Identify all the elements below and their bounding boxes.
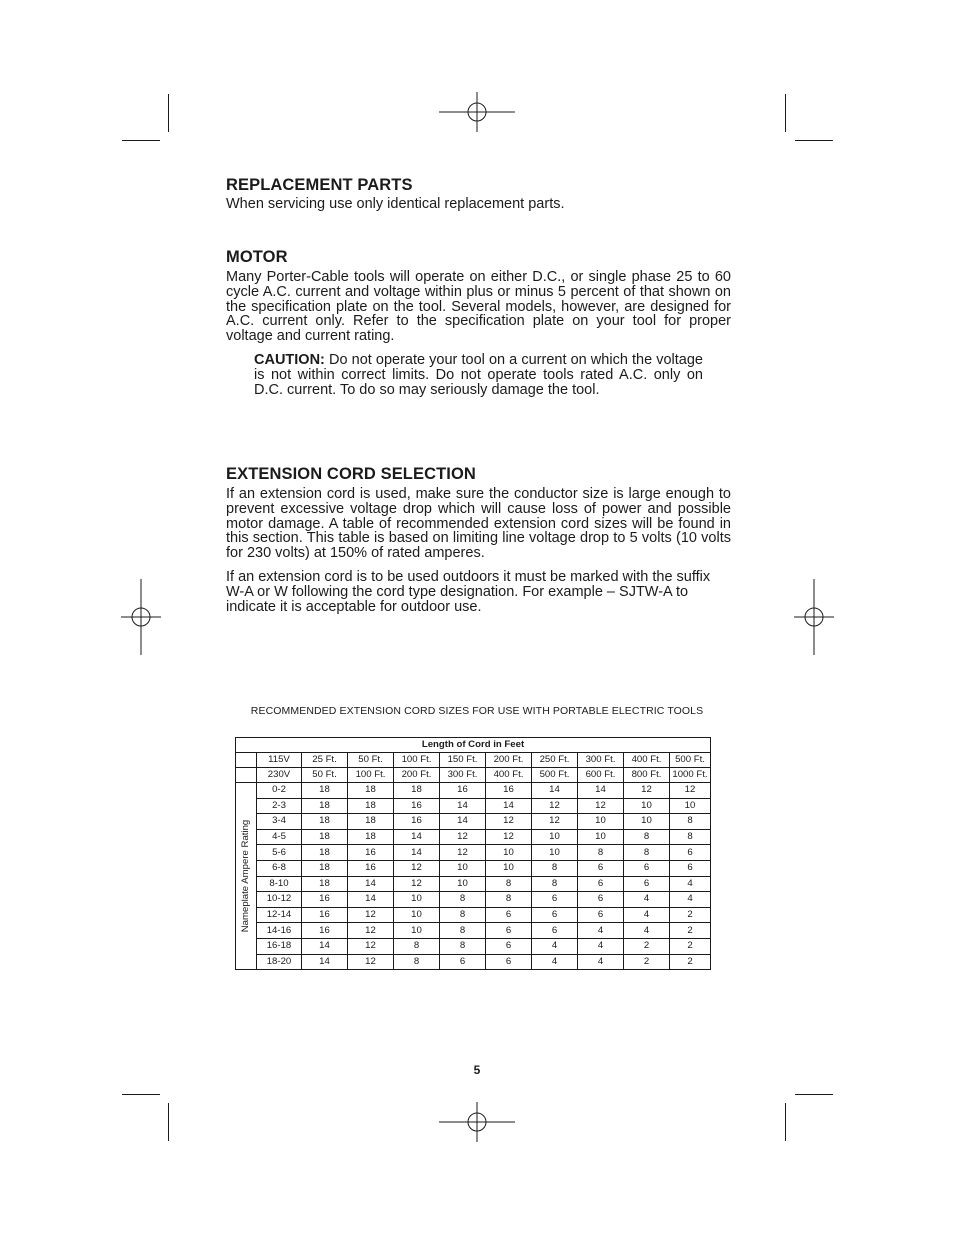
gauge-cell: 8 — [440, 938, 486, 954]
registration-mark-icon — [439, 74, 515, 150]
gauge-cell: 18 — [348, 814, 394, 830]
gauge-cell: 12 — [394, 876, 440, 892]
gauge-cell: 6 — [532, 923, 578, 939]
gauge-cell: 10 — [440, 860, 486, 876]
table-row — [236, 938, 711, 954]
gauge-cell: 6 — [670, 845, 711, 861]
gauge-cell: 8 — [624, 829, 670, 845]
crop-mark — [122, 1094, 160, 1095]
gauge-cell: 8 — [394, 938, 440, 954]
gauge-cell: 14 — [348, 892, 394, 908]
gauge-cell: 4 — [532, 954, 578, 970]
gauge-cell: 12 — [532, 814, 578, 830]
length-cell: 50 Ft. — [348, 753, 394, 768]
gauge-cell: 16 — [394, 798, 440, 814]
gauge-cell: 2 — [624, 954, 670, 970]
gauge-cell: 4 — [624, 892, 670, 908]
length-cell: 200 Ft. — [486, 753, 532, 768]
ampere-range-cell: 10-12 — [257, 892, 302, 908]
gauge-cell: 14 — [578, 783, 624, 799]
ampere-range-cell: 18-20 — [257, 954, 302, 970]
gauge-cell: 6 — [486, 923, 532, 939]
ampere-range-cell: 5-6 — [257, 845, 302, 861]
length-cell: 50 Ft. — [302, 768, 348, 783]
gauge-cell: 12 — [532, 798, 578, 814]
table-spacer-cell — [236, 753, 257, 768]
gauge-cell: 14 — [302, 938, 348, 954]
gauge-cell: 18 — [302, 829, 348, 845]
crop-mark — [785, 94, 786, 132]
gauge-cell: 12 — [440, 845, 486, 861]
gauge-cell: 12 — [578, 798, 624, 814]
caution-note — [254, 353, 703, 397]
crop-mark — [795, 140, 833, 141]
gauge-cell: 16 — [302, 892, 348, 908]
gauge-cell: 8 — [624, 845, 670, 861]
gauge-cell: 8 — [440, 923, 486, 939]
gauge-cell: 18 — [302, 860, 348, 876]
gauge-cell: 2 — [670, 938, 711, 954]
gauge-cell: 16 — [348, 860, 394, 876]
gauge-cell: 10 — [532, 845, 578, 861]
gauge-cell: 8 — [670, 814, 711, 830]
gauge-cell: 4 — [624, 923, 670, 939]
ampere-range-cell: 16-18 — [257, 938, 302, 954]
gauge-cell: 18 — [302, 814, 348, 830]
gauge-cell: 12 — [348, 954, 394, 970]
gauge-cell: 4 — [532, 938, 578, 954]
gauge-cell: 12 — [394, 860, 440, 876]
table-row — [236, 876, 711, 892]
gauge-cell: 10 — [624, 814, 670, 830]
gauge-cell: 18 — [302, 876, 348, 892]
length-cell: 500 Ft. — [532, 768, 578, 783]
gauge-cell: 10 — [394, 892, 440, 908]
table-row — [236, 892, 711, 908]
table-row — [236, 829, 711, 845]
registration-mark-icon — [776, 579, 852, 655]
gauge-cell: 8 — [486, 876, 532, 892]
gauge-cell: 18 — [348, 798, 394, 814]
length-cell: 200 Ft. — [394, 768, 440, 783]
gauge-cell: 16 — [394, 814, 440, 830]
ampere-range-cell: 8-10 — [257, 876, 302, 892]
gauge-cell: 8 — [578, 845, 624, 861]
gauge-cell: 4 — [578, 923, 624, 939]
gauge-cell: 14 — [486, 798, 532, 814]
gauge-cell: 4 — [578, 938, 624, 954]
crop-mark — [795, 1094, 833, 1095]
length-cell: 300 Ft. — [578, 753, 624, 768]
gauge-cell: 8 — [394, 954, 440, 970]
gauge-cell: 6 — [440, 954, 486, 970]
gauge-cell: 10 — [670, 798, 711, 814]
gauge-cell: 8 — [486, 892, 532, 908]
table-row — [236, 845, 711, 861]
table-row — [236, 923, 711, 939]
gauge-cell: 10 — [624, 798, 670, 814]
table-row — [236, 860, 711, 876]
gauge-cell: 18 — [348, 829, 394, 845]
length-cell: 600 Ft. — [578, 768, 624, 783]
ampere-range-cell: 4-5 — [257, 829, 302, 845]
table-header: Length of Cord in Feet — [236, 738, 711, 753]
table-row — [236, 954, 711, 970]
crop-mark — [168, 1103, 169, 1141]
voltage-cell: 230V — [257, 768, 302, 783]
gauge-cell: 12 — [440, 829, 486, 845]
gauge-cell: 16 — [486, 783, 532, 799]
gauge-cell: 12 — [348, 907, 394, 923]
gauge-cell: 14 — [348, 876, 394, 892]
gauge-cell: 12 — [624, 783, 670, 799]
table-row — [236, 814, 711, 830]
gauge-cell: 6 — [624, 860, 670, 876]
replacement-parts-heading: REPLACEMENT PARTS — [226, 176, 413, 194]
gauge-cell: 16 — [440, 783, 486, 799]
gauge-cell: 12 — [486, 829, 532, 845]
gauge-cell: 14 — [394, 845, 440, 861]
ampere-range-cell: 14-16 — [257, 923, 302, 939]
gauge-cell: 6 — [532, 892, 578, 908]
crop-mark — [122, 140, 160, 141]
gauge-cell: 4 — [670, 892, 711, 908]
gauge-cell: 18 — [394, 783, 440, 799]
extension-cord-table — [235, 737, 711, 970]
page-number: 5 — [473, 1063, 481, 1077]
table-caption: RECOMMENDED EXTENSION CORD SIZES FOR USE WITH PORTABLE ELECTRIC TOOLS — [250, 705, 704, 717]
gauge-cell: 14 — [440, 798, 486, 814]
length-cell: 1000 Ft. — [670, 768, 711, 783]
table-spacer-cell — [236, 768, 257, 783]
caution-label: CAUTION: — [254, 352, 325, 368]
ampere-range-cell: 6-8 — [257, 860, 302, 876]
gauge-cell: 8 — [440, 907, 486, 923]
length-cell: 300 Ft. — [440, 768, 486, 783]
length-cell: 250 Ft. — [532, 753, 578, 768]
motor-heading: MOTOR — [226, 248, 288, 266]
gauge-cell: 8 — [670, 829, 711, 845]
gauge-cell: 6 — [578, 892, 624, 908]
ampere-range-cell: 0-2 — [257, 783, 302, 799]
crop-mark — [168, 94, 169, 132]
gauge-cell: 2 — [670, 954, 711, 970]
motor-text: Many Porter-Cable tools will operate on either D.C., or single phase 25 to 60 cycle A.C. current and voltage within plus or minus 5 percent of that shown on the specification plate on the tool. Several models, however, are designed for A.C. current only. Refer to the specification plate on your tool for proper voltage and current rating. — [226, 269, 731, 345]
gauge-cell: 6 — [532, 907, 578, 923]
length-cell: 800 Ft. — [624, 768, 670, 783]
length-cell: 100 Ft. — [348, 768, 394, 783]
extension-cord-paragraph-2: If an extension cord is to be used outdoors it must be marked with the suffix W-A or W following the cord type designation. For example – SJTW-A to indicate it is acceptable for outdoor use. — [226, 569, 711, 615]
ampere-rating-label-cell — [236, 783, 257, 970]
caution-text: Do not operate your tool on a current on which the voltage is not within correct limits. Do not operate tools rated A.C. only on D.C. current. To do so may seriously damage the tool. — [254, 352, 703, 398]
gauge-cell: 16 — [302, 923, 348, 939]
gauge-cell: 4 — [624, 907, 670, 923]
gauge-cell: 6 — [486, 954, 532, 970]
gauge-cell: 2 — [670, 907, 711, 923]
gauge-cell: 8 — [532, 860, 578, 876]
registration-mark-icon — [103, 579, 179, 655]
gauge-cell: 10 — [394, 923, 440, 939]
gauge-cell: 6 — [486, 938, 532, 954]
gauge-cell: 12 — [348, 923, 394, 939]
gauge-cell: 10 — [440, 876, 486, 892]
ampere-rating-label: Nameplate Ampere Rating — [240, 819, 251, 933]
ampere-range-cell: 2-3 — [257, 798, 302, 814]
gauge-cell: 14 — [394, 829, 440, 845]
gauge-cell: 6 — [486, 907, 532, 923]
length-cell: 400 Ft. — [624, 753, 670, 768]
table-row — [236, 798, 711, 814]
gauge-cell: 6 — [578, 876, 624, 892]
gauge-cell: 6 — [624, 876, 670, 892]
table-row — [236, 783, 711, 799]
gauge-cell: 6 — [578, 860, 624, 876]
gauge-cell: 4 — [578, 954, 624, 970]
gauge-cell: 16 — [302, 907, 348, 923]
gauge-cell: 8 — [532, 876, 578, 892]
crop-mark — [785, 1103, 786, 1141]
gauge-cell: 10 — [578, 814, 624, 830]
length-cell: 400 Ft. — [486, 768, 532, 783]
gauge-cell: 14 — [440, 814, 486, 830]
gauge-cell: 10 — [486, 845, 532, 861]
gauge-cell: 2 — [624, 938, 670, 954]
gauge-cell: 12 — [348, 938, 394, 954]
gauge-cell: 18 — [348, 783, 394, 799]
extension-cord-paragraph-1: If an extension cord is used, make sure the conductor size is large enough to prevent excessive voltage drop which will cause loss of power and possible motor damage. A table of recommended extension cord sizes will be found in this section. This table is based on limiting line voltage drop to 5 volts (10 volts for 230 volts) at 150% of rated amperes. — [226, 486, 731, 562]
gauge-cell: 6 — [578, 907, 624, 923]
gauge-cell: 8 — [440, 892, 486, 908]
length-cell: 150 Ft. — [440, 753, 486, 768]
gauge-cell: 4 — [670, 876, 711, 892]
gauge-cell: 2 — [670, 923, 711, 939]
registration-mark-icon — [439, 1084, 515, 1160]
gauge-cell: 12 — [486, 814, 532, 830]
gauge-cell: 12 — [670, 783, 711, 799]
length-cell: 25 Ft. — [302, 753, 348, 768]
gauge-cell: 10 — [486, 860, 532, 876]
length-cell: 100 Ft. — [394, 753, 440, 768]
ampere-range-cell: 12-14 — [257, 907, 302, 923]
extension-cord-heading: EXTENSION CORD SELECTION — [226, 465, 476, 483]
replacement-parts-text: When servicing use only identical replacement parts. — [226, 196, 565, 212]
gauge-cell: 14 — [532, 783, 578, 799]
gauge-cell: 10 — [394, 907, 440, 923]
length-cell: 500 Ft. — [670, 753, 711, 768]
table-row — [236, 907, 711, 923]
gauge-cell: 14 — [302, 954, 348, 970]
gauge-cell: 6 — [670, 860, 711, 876]
ampere-range-cell: 3-4 — [257, 814, 302, 830]
gauge-cell: 18 — [302, 845, 348, 861]
gauge-cell: 10 — [578, 829, 624, 845]
gauge-cell: 18 — [302, 783, 348, 799]
voltage-cell: 115V — [257, 753, 302, 768]
gauge-cell: 18 — [302, 798, 348, 814]
gauge-cell: 16 — [348, 845, 394, 861]
gauge-cell: 10 — [532, 829, 578, 845]
